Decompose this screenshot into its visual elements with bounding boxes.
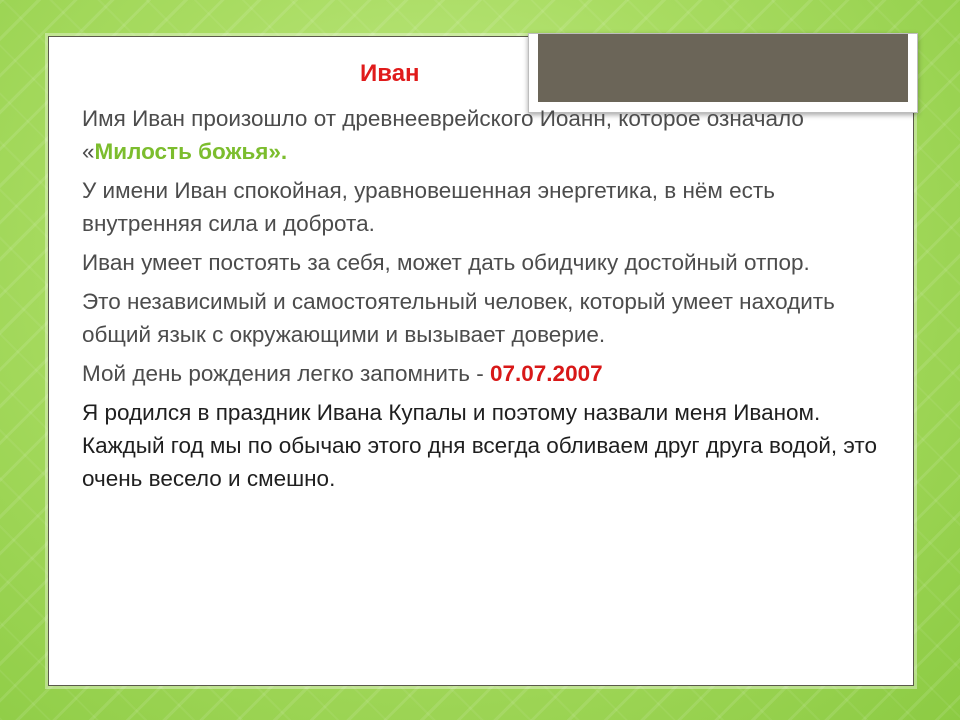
birthday-date: 07.07.2007 — [490, 361, 603, 386]
paragraph-self-defense: Иван умеет постоять за себя, может дать обидчику достойный отпор. — [82, 250, 810, 275]
photo-placeholder — [538, 34, 908, 102]
paragraph-energy: У имени Иван спокойная, уравновешенная энергетика, в нём есть внутренняя сила и доброта. — [82, 178, 775, 236]
slide-title: Иван — [360, 60, 420, 87]
photo-frame — [528, 33, 918, 113]
paragraph-name-origin — [82, 102, 882, 168]
slide-body — [82, 102, 882, 501]
paragraph-birthday-text: Мой день рождения легко запомнить - — [82, 361, 490, 386]
paragraph-birthday — [82, 357, 882, 390]
paragraph-independence: Это независимый и самостоятельный человек, который умеет находить общий язык с окружающими и вызывает доверие. — [82, 289, 835, 347]
name-meaning-highlight: Милость божья». — [94, 139, 288, 164]
paragraph-name-origin-text: Имя Иван произошло от древнееврейского Иоанн, которое означало « — [82, 106, 804, 164]
paragraph-kupala: Я родился в праздник Ивана Купалы и поэтому назвали меня Иваном. Каждый год мы по обычаю этого дня всегда обливаем друг друга водой, это очень весело и смешно. — [82, 400, 877, 491]
